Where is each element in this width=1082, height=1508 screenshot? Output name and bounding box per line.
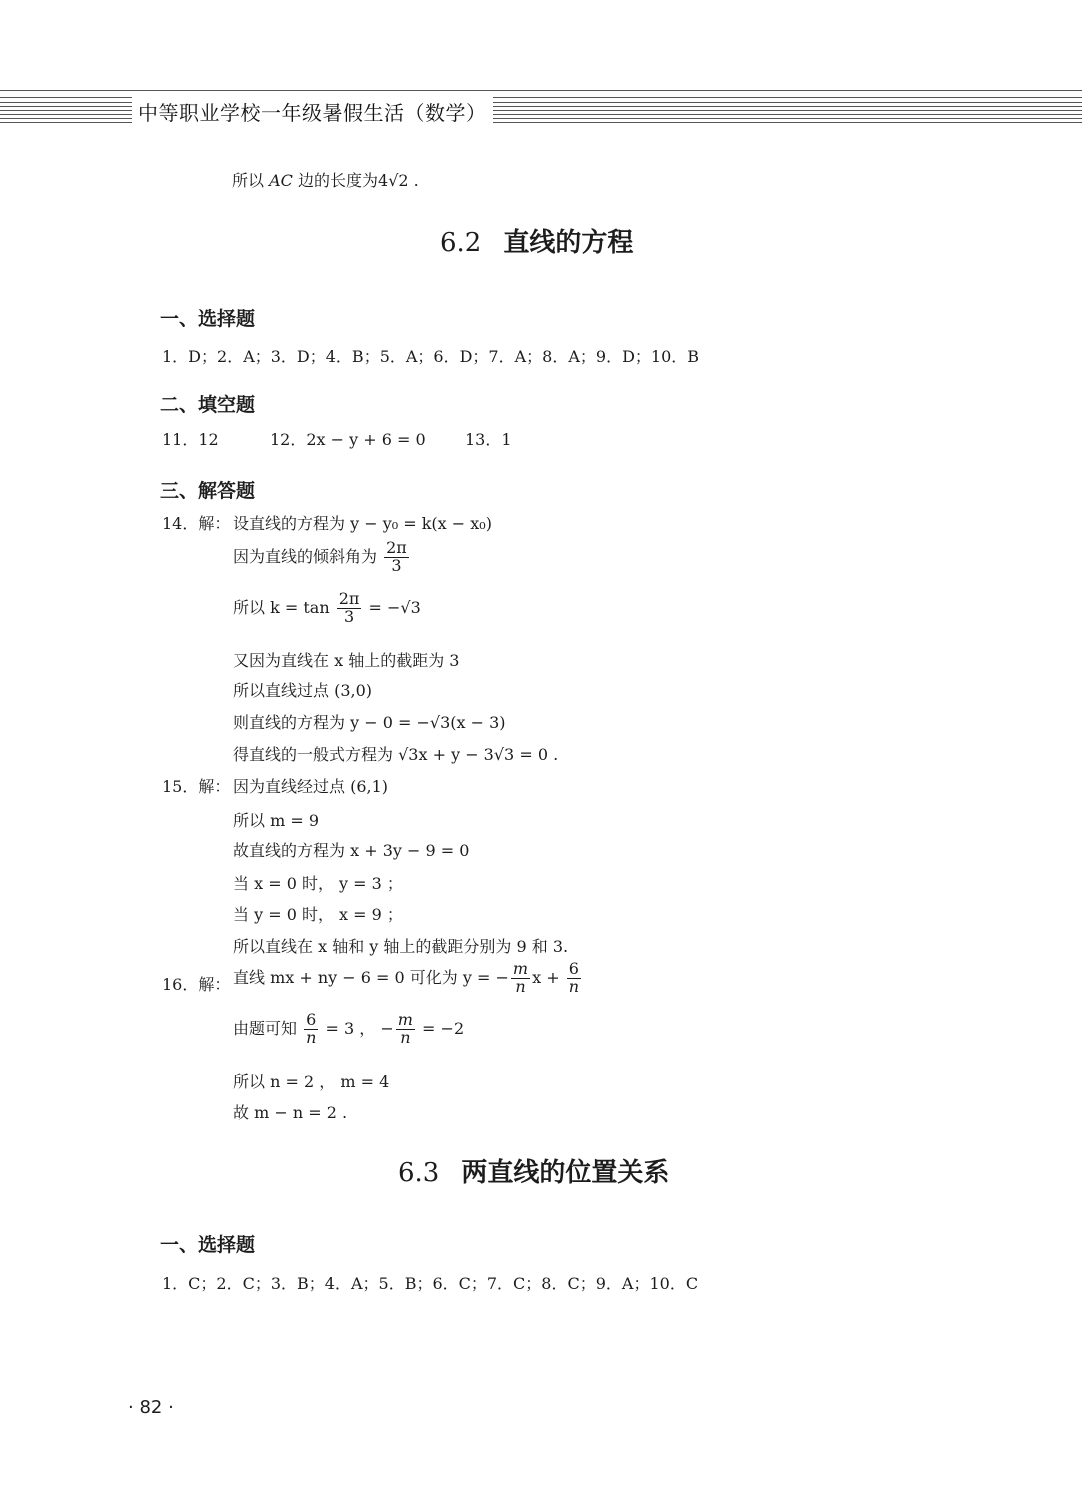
fraction-denominator: n bbox=[568, 976, 580, 996]
fill-answer-12: 12．2x − y + 6 = 0 bbox=[270, 430, 426, 449]
q14-line-2-text: 因为直线的倾斜角为 bbox=[233, 546, 378, 566]
ac-length-line bbox=[232, 168, 419, 191]
q14-line-3 bbox=[233, 591, 421, 626]
q16-line-2-a: 由题可知 bbox=[233, 1018, 298, 1038]
q14-line-4: 又因为直线在 x 轴上的截距为 3 bbox=[233, 651, 460, 670]
q14-line-5: 所以直线过点 (3,0) bbox=[233, 681, 373, 700]
section-name: 两直线的位置关系 bbox=[461, 1158, 670, 1188]
q15-line-3: 故直线的方程为 x + 3y − 9 = 0 bbox=[233, 841, 470, 860]
fraction-denominator: n bbox=[515, 976, 526, 996]
q16-line-1-a: 直线 mx + ny − 6 = 0 可化为 y = − bbox=[233, 967, 509, 987]
fraction-m-over-n bbox=[396, 1012, 415, 1047]
q16-line-4: 故 m − n = 2 . bbox=[233, 1103, 348, 1122]
fraction-denominator: n bbox=[400, 1027, 411, 1047]
page-number: · 82 · bbox=[128, 1397, 174, 1418]
q16-line-2 bbox=[233, 1012, 464, 1047]
fraction-6-over-n bbox=[567, 961, 581, 996]
q16-line-1 bbox=[233, 961, 583, 996]
q16-label: 16．解： bbox=[162, 975, 231, 994]
fill-answer-11: 11．12 bbox=[162, 430, 219, 449]
fraction-numerator: 6 bbox=[304, 1012, 318, 1030]
fraction-2pi-over-3 bbox=[384, 540, 409, 575]
q14-line-1: 设直线的方程为 y − y₀ = k(x − x₀) bbox=[233, 514, 492, 533]
fraction-numerator: 6 bbox=[567, 961, 581, 979]
q14-line-3-a: 所以 k = tan bbox=[233, 597, 330, 617]
fraction-numerator: m bbox=[397, 1010, 413, 1029]
q14-line-2 bbox=[233, 540, 411, 575]
header-rule bbox=[0, 90, 1082, 91]
running-header-title: 中等职业学校一年级暑假生活（数学） bbox=[132, 97, 493, 126]
s62-solve-heading: 三、解答题 bbox=[160, 480, 256, 502]
q15-label: 15．解： bbox=[162, 777, 231, 796]
s63-choice-answers: 1．C；2．C；3．B；4．A；5．B；6．C；7．C；8．C；9．A；10．C bbox=[162, 1274, 699, 1293]
q14-label: 14．解： bbox=[162, 514, 231, 533]
fraction-denominator: n bbox=[306, 1027, 317, 1047]
q15-line-2: 所以 m = 9 bbox=[233, 811, 320, 830]
q15-line-1: 因为直线经过点 (6,1) bbox=[233, 777, 389, 796]
fraction-6-over-n bbox=[304, 1012, 318, 1047]
q16-line-2-b: = 3 ， − bbox=[325, 1018, 394, 1038]
section-6-2-title bbox=[440, 222, 633, 259]
s63-choice-heading: 一、选择题 bbox=[160, 1234, 256, 1256]
ac-result: 4√2 . bbox=[378, 171, 419, 190]
fraction-denominator: 3 bbox=[343, 606, 355, 626]
q14-line-3-b: = −√3 bbox=[368, 597, 421, 617]
q15-line-6: 所以直线在 x 轴和 y 轴上的截距分别为 9 和 3. bbox=[233, 937, 569, 956]
s62-choice-heading: 一、选择题 bbox=[160, 308, 256, 330]
section-name: 直线的方程 bbox=[503, 228, 634, 258]
q14-line-7: 得直线的一般式方程为 √3x + y − 3√3 = 0 . bbox=[233, 745, 559, 764]
q15-line-5: 当 y = 0 时， x = 9 ； bbox=[233, 905, 403, 924]
section-number: 6.2 bbox=[440, 228, 482, 258]
s62-fill-heading: 二、填空题 bbox=[160, 394, 256, 416]
s62-choice-answers: 1．D；2．A；3．D；4．B；5．A；6．D；7．A；8．A；9．D；10．B bbox=[162, 347, 700, 366]
fraction-denominator: 3 bbox=[391, 555, 402, 575]
ac-mid: 边的长度为 bbox=[298, 171, 379, 190]
q16-line-1-b: x + bbox=[532, 967, 560, 987]
section-number: 6.3 bbox=[398, 1158, 440, 1188]
fraction-m-over-n bbox=[511, 961, 530, 996]
q16-line-2-c: = −2 bbox=[422, 1018, 465, 1038]
ac-prefix: 所以 bbox=[232, 171, 265, 190]
fraction-numerator: 2π bbox=[338, 589, 360, 608]
fraction-2pi-over-3 bbox=[337, 591, 362, 626]
q14-line-6: 则直线的方程为 y − 0 = −√3(x − 3) bbox=[233, 713, 506, 732]
q15-line-4: 当 x = 0 时， y = 3 ； bbox=[233, 874, 403, 893]
ac-var: AC bbox=[269, 171, 293, 190]
fraction-numerator: 2π bbox=[386, 538, 407, 557]
fill-answer-13: 13．1 bbox=[465, 430, 512, 449]
section-6-3-title bbox=[398, 1152, 669, 1189]
q16-line-3: 所以 n = 2 ， m = 4 bbox=[233, 1072, 390, 1091]
fraction-numerator: m bbox=[512, 959, 529, 978]
